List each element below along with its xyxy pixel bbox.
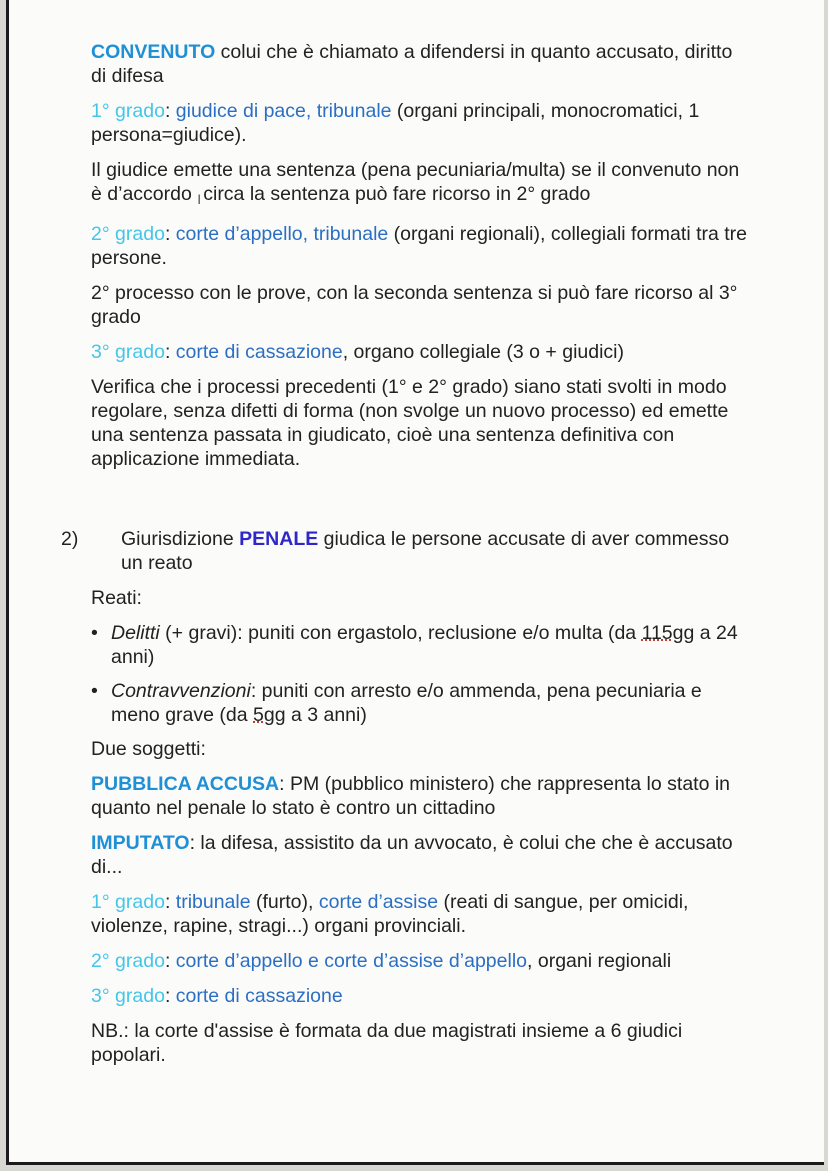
text-cursor-icon: I [197,191,202,207]
grade1-organs: giudice di pace, tribunale [175,100,392,122]
bullet-icon: • [91,622,98,644]
grade1-label: 1° grado [91,100,165,122]
reati-heading: Reati: [91,587,142,609]
list-item-delitti: • Delitti (+ gravi): puniti con ergastolo, reclusione e/o multa (da 115gg a 24 anni) [91,622,738,668]
grade3-penal: 3° grado: corte di cassazione [91,985,343,1007]
grade3-organs: corte di cassazione [175,341,343,363]
pubblica-accusa-term: PUBBLICA ACCUSA [91,773,280,795]
soggetti-heading: Due soggetti: [91,738,206,760]
contravvenzioni-term: Contravvenzioni [111,680,251,702]
verifica-paragraph: Verifica che i processi precedenti (1° e 2° grado) siano stati svolti in modo regolare, senza difetti di forma (non svolge un nuovo processo) ed emette una sentenza passata in giudicato, cioè una sentenza definitiva con applicazione immediata. [91,376,729,470]
grade1-label: 1° grado [91,891,165,913]
convenuto-paragraph [91,40,751,88]
bullet-icon: • [91,680,98,702]
penale-term: PENALE [239,528,319,550]
grade3-label: 3° grado [91,341,165,363]
pubblica-accusa-paragraph: PUBBLICA ACCUSA: PM (pubblico ministero) che rappresenta lo stato in quanto nel penale lo stato è contro un cittadino [91,773,731,819]
grade3-civil: 3° grado: corte di cassazione, organo collegiale (3 o + giudici) [91,341,624,363]
grade1-civil: 1° grado: giudice di pace, tribunale (organi principali, monocromatici, 1 persona=giudice). [91,100,700,146]
grade2-label: 2° grado [91,950,165,972]
sentenza-paragraph: Il giudice emette una sentenza (pena pecuniaria/multa) se il convenuto non è d’accordo I circa la sentenza può fare ricorso in 2° grado [91,158,751,211]
imputato-term: IMPUTATO [91,832,190,854]
grade3-label: 3° grado [91,985,165,1007]
convenuto-text: colui che è chiamato a difendersi in quanto accusato, diritto di difesa [91,41,733,87]
item-number: 2) [61,528,79,550]
page-content [61,40,751,1078]
grade2-civil: 2° grado: corte d’appello, tribunale (organi regionali), collegiali formati tra tre persone. [91,223,747,269]
grade2-organs: corte d’appello, tribunale [175,223,389,245]
notes-page [6,0,824,1165]
grade1-penal: 1° grado: tribunale (furto), corte d’assise (reati di sangue, per omicidi, violenze, rapine, stragi...) organi provinciali. [91,891,689,937]
grade2-penal: 2° grado: corte d’appello e corte d’assise d’appello, organi regionali [91,950,672,972]
delitti-term: Delitti [111,622,160,644]
grade2-label: 2° grado [91,223,165,245]
penale-item: 2) Giurisdizione PENALE giudica le persone accusate di aver commesso un reato [61,528,730,574]
processo2-paragraph: 2° processo con le prove, con la seconda sentenza si può fare ricorso al 3° grado [91,282,738,328]
convenuto-term: CONVENUTO [91,41,216,63]
nb-paragraph: NB.: la corte d'assise è formata da due magistrati insieme a 6 giudici popolari. [91,1020,683,1066]
imputato-paragraph: IMPUTATO: la difesa, assistito da un avvocato, è colui che che è accusato di... [91,832,733,878]
list-item-contravvenzioni: • Contravvenzioni: puniti con arresto e/o ammenda, pena pecuniaria e meno grave (da 5gg a 3 anni) [91,680,702,726]
